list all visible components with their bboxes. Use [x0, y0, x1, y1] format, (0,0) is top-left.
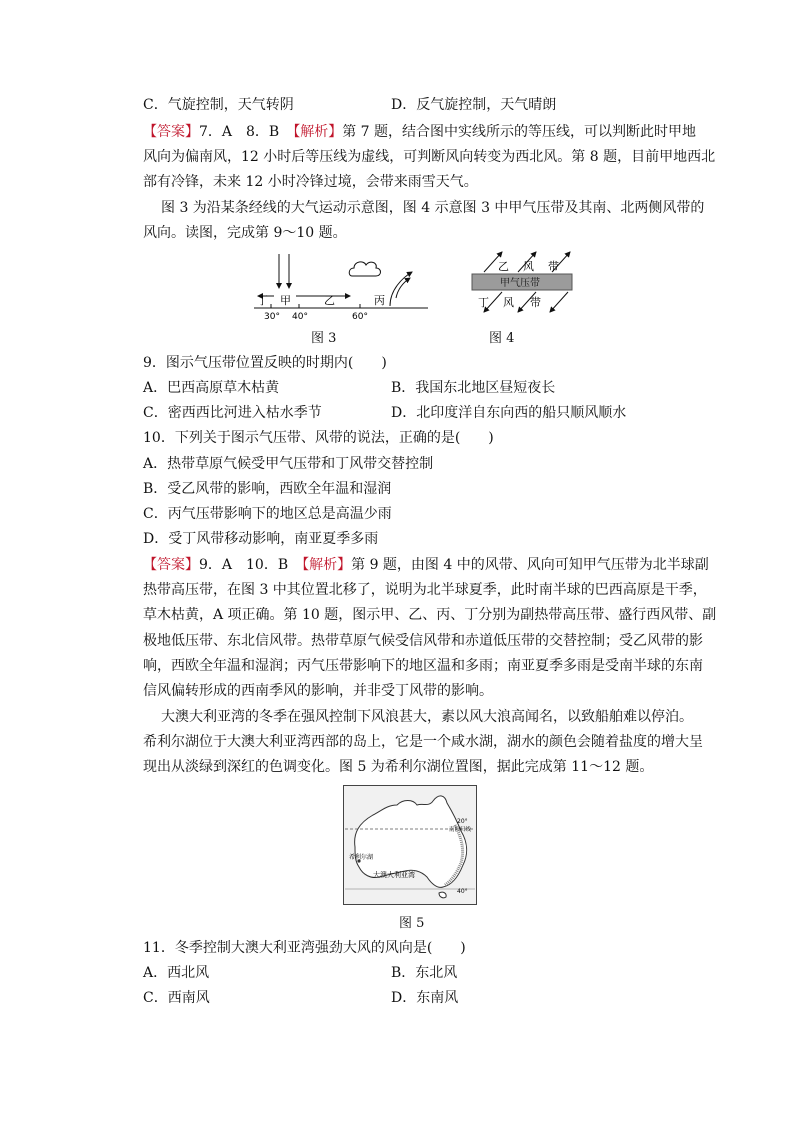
option-d: D．反气旋控制，天气晴朗	[391, 97, 557, 113]
analysis-line: 响，西欧全年温和湿润；丙气压带影响下的地区温和多雨；南亚夏季多雨是受南半球的东南	[143, 658, 703, 674]
analysis-line: 第 7 题，结合图中实线所示的等压线，可以判断此时甲地	[342, 124, 697, 140]
option-c: C．密西西比河进入枯水季节	[143, 405, 322, 421]
answer-value: 9．A 10．B	[199, 557, 289, 573]
option-d: D．东南风	[391, 990, 459, 1006]
figure-4-diagram	[468, 248, 578, 320]
option-b: B．受乙风带的影响，西欧全年温和湿润	[143, 481, 392, 497]
option-c: C．气旋控制，天气转阴	[143, 97, 294, 113]
answer-tag: 【答案】	[143, 557, 199, 573]
label-yi: 乙	[324, 294, 335, 307]
intro-line: 风向。读图，完成第 9～10 题。	[143, 225, 347, 241]
option-d: D．北印度洋自东向西的船只顺风顺水	[391, 405, 627, 421]
label-jia: 甲	[280, 294, 291, 307]
label-feng: 风	[523, 260, 534, 273]
intro-line: 大澳大利亚湾的冬季在强风控制下风浪甚大，素以风大浪高闻名，以致船舶难以停泊。	[161, 709, 693, 725]
lat-label: 30°	[264, 312, 280, 322]
analysis-tag: 【解析】	[293, 124, 343, 140]
analysis-line: 热带高压带，在图 3 中其位置北移了，说明为北半球夏季，此时南半球的巴西高原是干季，	[143, 582, 707, 598]
answer-paragraph	[143, 122, 696, 142]
analysis-line: 第 9 题，由图 4 中的风带、风向可知甲气压带为北半球副	[351, 557, 709, 573]
analysis-tag: 【解析】	[302, 557, 352, 573]
tropic-label: 南回归线	[449, 827, 472, 833]
option-a: A．西北风	[143, 965, 210, 981]
figure-5-caption: 图 5	[399, 916, 425, 931]
option-c: C．西南风	[143, 990, 210, 1006]
option-a: A．热带草原气候受甲气压带和丁风带交替控制	[143, 456, 434, 472]
lat-label: 20°	[457, 818, 468, 825]
question-11-stem: 11．冬季控制大澳大利亚湾强劲大风的风向是( )	[143, 940, 466, 956]
label-ding: 丁	[478, 296, 489, 309]
question-9-stem: 9．图示气压带位置反映的时期内( )	[143, 355, 387, 371]
intro-line: 图 3 为沿某条经线的大气运动示意图，图 4 示意图 3 中甲气压带及其南、北两侧风带的	[161, 200, 705, 216]
intro-line: 希利尔湖位于大澳大利亚湾西部的岛上，它是一个咸水湖，湖水的颜色会随着盐度的增大呈	[143, 734, 703, 750]
question-10-stem: 10．下列关于图示气压带、风带的说法，正确的是( )	[143, 430, 494, 446]
label-bing: 丙	[374, 294, 385, 307]
answer-tag: 【答案】	[143, 124, 199, 140]
figure-3-diagram	[252, 250, 432, 322]
analysis-line: 风向为偏南风，12 小时后等压线为虚线，可判断风向转变为西北风。第 8 题，目前甲地西北	[143, 149, 716, 165]
wind-arrow	[550, 292, 568, 312]
option-b: B．我国东北地区昼短夜长	[391, 380, 556, 396]
analysis-line: 部有冷锋，未来 12 小时冷锋过境，会带来雨雪天气。	[143, 174, 478, 190]
pressure-belt-label: 甲气压带	[500, 278, 540, 289]
intro-line: 现出从淡绿到深红的色调变化。图 5 为希利尔湖位置图，据此完成第 11～12 题。	[143, 759, 654, 775]
label-dai: 带	[530, 296, 541, 309]
lat-label: 40°	[292, 312, 308, 322]
answer-paragraph	[143, 555, 709, 575]
option-c: C．丙气压带影响下的地区总是高温少雨	[143, 506, 392, 522]
figure-5-map	[343, 785, 477, 905]
rising-arrow	[390, 272, 412, 306]
option-a: A．巴西高原草木枯黄	[143, 380, 280, 396]
analysis-line: 极地低压带、东北信风带。热带草原气候受信风带和赤道低压带的交替控制；受乙风带的影	[143, 633, 703, 649]
cloud-icon	[349, 262, 380, 276]
option-d: D．受丁风带移动影响，南亚夏季多雨	[143, 531, 379, 547]
label-yi: 乙	[498, 260, 509, 273]
analysis-line: 草木枯黄，A 项正确。第 10 题，图示甲、乙、丙、丁分别为副热带高压带、盛行西风带、副	[143, 607, 717, 623]
figure-4-caption: 图 4	[489, 331, 515, 346]
answer-value: 7．A 8．B	[199, 124, 280, 140]
label-ding: 丁	[257, 294, 268, 307]
figure-3-caption: 图 3	[311, 331, 337, 346]
label-feng: 风	[503, 296, 514, 309]
option-b: B．东北风	[391, 965, 458, 981]
lat-label: 60°	[352, 312, 368, 322]
analysis-line: 信风偏转形成的西南季风的影响，并非受丁风带的影响。	[143, 683, 493, 699]
lake-label: 希利尔湖	[349, 854, 374, 861]
label-dai: 带	[548, 260, 559, 273]
lat-label: 40°	[457, 888, 468, 895]
rising-arrow	[396, 278, 410, 298]
bay-label: 大澳大利亚湾	[373, 871, 415, 879]
